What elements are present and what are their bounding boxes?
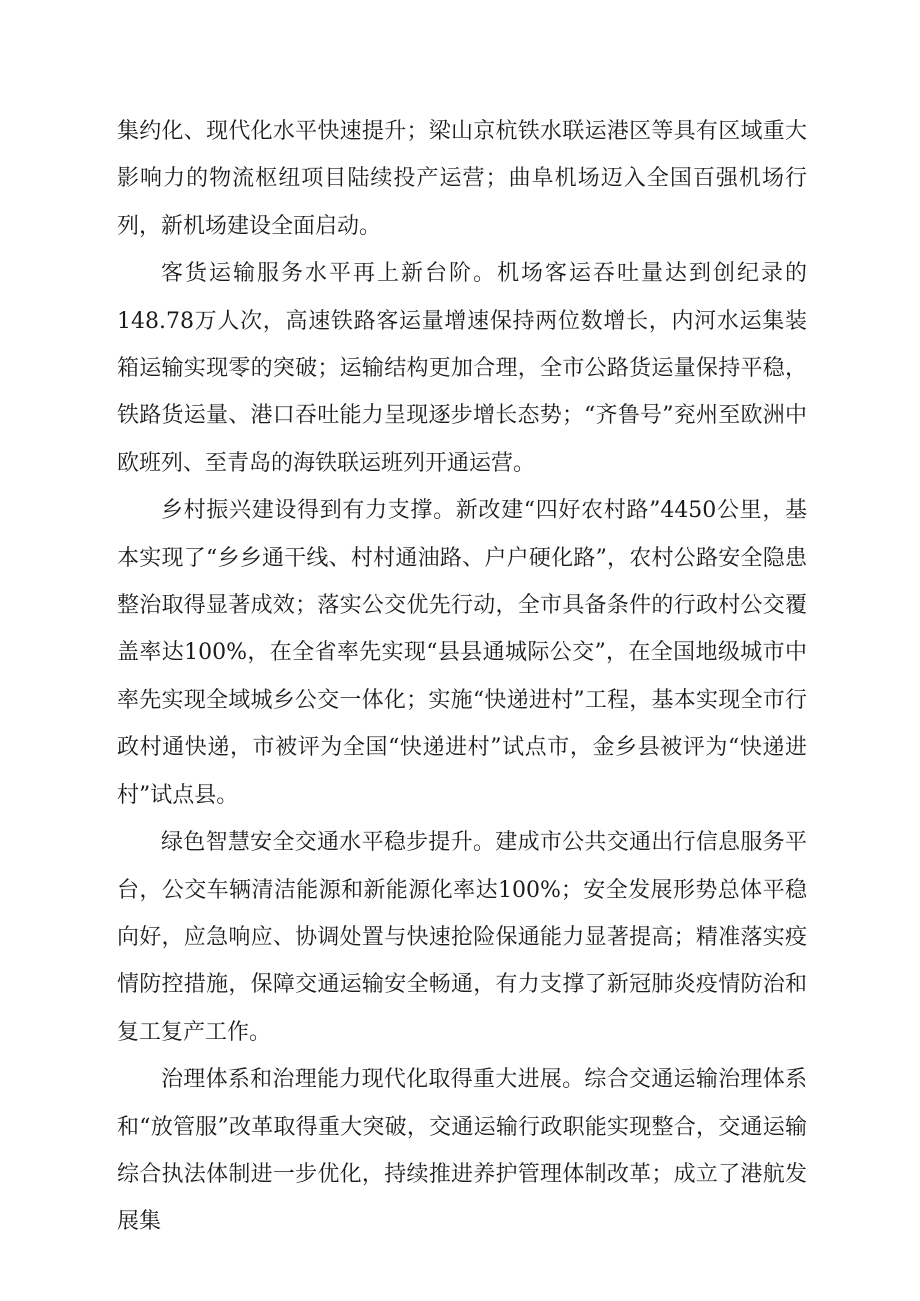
paragraph-2: 客货运输服务水平再上新台阶。机场客运吞吐量达到创纪录的148.78万人次，高速铁路客运量增速保持两位数增长，内河水运集装箱运输实现零的突破；运输结构更加合理，全市公路货运量保持平稳，铁路货运量、港口吞吐能力呈现逐步增长态势；“齐鲁号”兖州至欧洲中欧班列、至青岛的海铁联运班列开通运营。 <box>117 261 807 476</box>
document-body <box>117 108 807 1246</box>
paragraph-4: 绿色智慧安全交通水平稳步提升。建成市公共交通出行信息服务平台，公交车辆清洁能源和新能源化率达100%；安全发展形势总体平稳向好，应急响应、协调处置与快速抢险保通能力显著提高；精准落实疫情防控措施，保障交通运输安全畅通，有力支撑了新冠肺炎疫情防治和复工复产工作。 <box>117 830 807 1045</box>
paragraph-5: 治理体系和治理能力现代化取得重大进展。综合交通运输治理体系和“放管服”改革取得重大突破，交通运输行政职能实现整合，交通运输综合执法体制进一步优化，持续推进养护管理体制改革；成立了港航发展集 <box>117 1067 807 1235</box>
paragraph-3: 乡村振兴建设得到有力支撑。新改建“四好农村路”4450公里，基本实现了“乡乡通干线、村村通油路、户户硬化路”，农村公路安全隐患整治取得显著成效；落实公交优先行动，全市具备条件的行政村公交覆盖率达100%，在全省率先实现“县县通城际公交”，在全国地级城市中率先实现全域城乡公交一体化；实施“快递进村”工程，基本实现全市行政村通快递，市被评为全国“快递进村”试点市，金乡县被评为“快递进村”试点县。 <box>117 498 807 808</box>
paragraph-1: 集约化、现代化水平快速提升；梁山京杭铁水联运港区等具有区域重大影响力的物流枢纽项目陆续投产运营；曲阜机场迈入全国百强机场行列，新机场建设全面启动。 <box>117 119 807 239</box>
